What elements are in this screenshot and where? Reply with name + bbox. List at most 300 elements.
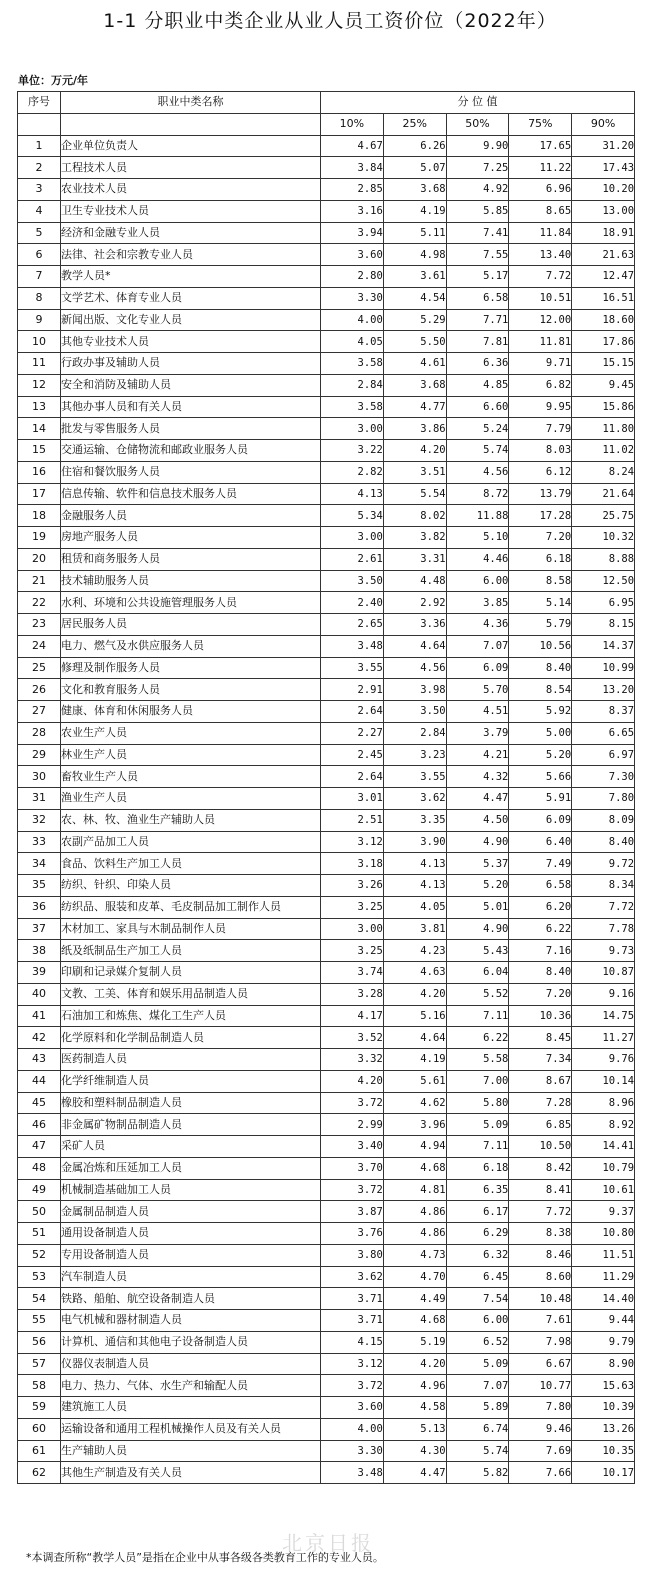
value-p10: 3.58	[321, 353, 384, 375]
occupation-name: 其他专业技术人员	[61, 331, 321, 353]
value-p75: 7.61	[509, 1310, 572, 1332]
header-p25: 25%	[383, 113, 446, 135]
value-p10: 3.74	[321, 962, 384, 984]
occupation-name: 企业单位负责人	[61, 135, 321, 157]
value-p75: 7.66	[509, 1462, 572, 1484]
value-p90: 10.32	[572, 527, 635, 549]
occupation-name: 印刷和记录媒介复制人员	[61, 962, 321, 984]
row-number: 55	[18, 1310, 61, 1332]
value-p10: 3.01	[321, 788, 384, 810]
occupation-name: 水利、环境和公共设施管理服务人员	[61, 592, 321, 614]
value-p25: 4.81	[383, 1179, 446, 1201]
value-p50: 5.70	[446, 679, 509, 701]
table-row	[18, 287, 635, 309]
occupation-name: 金属冶炼和压延加工人员	[61, 1157, 321, 1179]
row-number: 27	[18, 701, 61, 723]
value-p50: 5.43	[446, 940, 509, 962]
value-p90: 10.14	[572, 1070, 635, 1092]
value-p10: 2.45	[321, 744, 384, 766]
row-number: 61	[18, 1440, 61, 1462]
value-p90: 8.88	[572, 548, 635, 570]
value-p75: 10.50	[509, 1136, 572, 1158]
value-p10: 3.70	[321, 1157, 384, 1179]
table-row	[18, 353, 635, 375]
row-number: 4	[18, 200, 61, 222]
table-row	[18, 1397, 635, 1419]
row-number: 56	[18, 1331, 61, 1353]
value-p75: 8.40	[509, 962, 572, 984]
row-number: 53	[18, 1266, 61, 1288]
value-p25: 3.81	[383, 918, 446, 940]
value-p75: 5.00	[509, 722, 572, 744]
occupation-name: 交通运输、仓储物流和邮政业服务人员	[61, 440, 321, 462]
value-p10: 4.13	[321, 483, 384, 505]
table-row	[18, 592, 635, 614]
value-p25: 5.54	[383, 483, 446, 505]
value-p50: 6.32	[446, 1244, 509, 1266]
value-p75: 8.41	[509, 1179, 572, 1201]
subheader-row	[18, 113, 635, 135]
value-p10: 3.30	[321, 287, 384, 309]
value-p50: 5.74	[446, 1440, 509, 1462]
value-p50: 5.89	[446, 1397, 509, 1419]
value-p50: 6.52	[446, 1331, 509, 1353]
value-p75: 8.42	[509, 1157, 572, 1179]
value-p25: 8.02	[383, 505, 446, 527]
value-p90: 8.96	[572, 1092, 635, 1114]
value-p50: 4.56	[446, 461, 509, 483]
value-p50: 7.11	[446, 1136, 509, 1158]
value-p50: 11.88	[446, 505, 509, 527]
value-p50: 5.09	[446, 1353, 509, 1375]
value-p90: 14.37	[572, 635, 635, 657]
row-number: 34	[18, 853, 61, 875]
value-p75: 10.51	[509, 287, 572, 309]
value-p10: 4.05	[321, 331, 384, 353]
row-number: 32	[18, 809, 61, 831]
row-number: 14	[18, 418, 61, 440]
value-p90: 7.78	[572, 918, 635, 940]
table-row	[18, 1005, 635, 1027]
value-p50: 4.90	[446, 918, 509, 940]
value-p50: 6.22	[446, 1027, 509, 1049]
value-p90: 8.09	[572, 809, 635, 831]
value-p25: 5.07	[383, 157, 446, 179]
value-p90: 6.95	[572, 592, 635, 614]
value-p75: 8.65	[509, 200, 572, 222]
value-p50: 6.04	[446, 962, 509, 984]
table-row	[18, 483, 635, 505]
occupation-name: 电力、燃气及水供应服务人员	[61, 635, 321, 657]
value-p50: 6.45	[446, 1266, 509, 1288]
row-number: 29	[18, 744, 61, 766]
value-p10: 3.58	[321, 396, 384, 418]
value-p90: 10.61	[572, 1179, 635, 1201]
value-p10: 3.84	[321, 157, 384, 179]
value-p10: 3.00	[321, 418, 384, 440]
row-number: 2	[18, 157, 61, 179]
table-row	[18, 396, 635, 418]
table-row	[18, 527, 635, 549]
value-p25: 3.55	[383, 766, 446, 788]
value-p75: 8.58	[509, 570, 572, 592]
value-p50: 5.52	[446, 983, 509, 1005]
value-p90: 9.45	[572, 374, 635, 396]
value-p10: 3.76	[321, 1223, 384, 1245]
value-p90: 13.26	[572, 1418, 635, 1440]
value-p75: 8.03	[509, 440, 572, 462]
value-p90: 14.40	[572, 1288, 635, 1310]
value-p90: 7.72	[572, 896, 635, 918]
row-number: 1	[18, 135, 61, 157]
value-p50: 6.29	[446, 1223, 509, 1245]
occupation-name: 新闻出版、文化专业人员	[61, 309, 321, 331]
row-number: 48	[18, 1157, 61, 1179]
value-p10: 2.40	[321, 592, 384, 614]
value-p10: 3.12	[321, 831, 384, 853]
value-p90: 14.75	[572, 1005, 635, 1027]
value-p50: 5.74	[446, 440, 509, 462]
occupation-name: 纺织品、服装和皮革、毛皮制品加工制作人员	[61, 896, 321, 918]
occupation-name: 专用设备制造人员	[61, 1244, 321, 1266]
value-p90: 11.02	[572, 440, 635, 462]
table-row	[18, 1266, 635, 1288]
occupation-name: 房地产服务人员	[61, 527, 321, 549]
value-p25: 5.29	[383, 309, 446, 331]
value-p25: 5.11	[383, 222, 446, 244]
footnote: *本调查所称“教学人员”是指在企业中从事各级各类教育工作的专业人员。	[26, 1551, 384, 1564]
value-p75: 5.91	[509, 788, 572, 810]
value-p90: 18.60	[572, 309, 635, 331]
value-p10: 3.12	[321, 1353, 384, 1375]
value-p90: 25.75	[572, 505, 635, 527]
occupation-name: 电力、热力、气体、水生产和输配人员	[61, 1375, 321, 1397]
header-percentile-group: 分 位 值	[321, 92, 635, 114]
value-p10: 3.55	[321, 657, 384, 679]
row-number: 10	[18, 331, 61, 353]
table-row	[18, 244, 635, 266]
table-row	[18, 1070, 635, 1092]
value-p75: 7.79	[509, 418, 572, 440]
occupation-name: 生产辅助人员	[61, 1440, 321, 1462]
value-p90: 13.20	[572, 679, 635, 701]
occupation-name: 农、林、牧、渔业生产辅助人员	[61, 809, 321, 831]
value-p50: 5.58	[446, 1049, 509, 1071]
value-p50: 5.10	[446, 527, 509, 549]
occupation-name: 化学原料和化学制品制造人员	[61, 1027, 321, 1049]
value-p50: 4.47	[446, 788, 509, 810]
value-p10: 4.00	[321, 1418, 384, 1440]
value-p50: 7.25	[446, 157, 509, 179]
value-p75: 12.00	[509, 309, 572, 331]
table-row	[18, 157, 635, 179]
value-p25: 4.64	[383, 1027, 446, 1049]
table-row	[18, 179, 635, 201]
value-p25: 4.77	[383, 396, 446, 418]
value-p90: 7.30	[572, 766, 635, 788]
value-p10: 3.00	[321, 918, 384, 940]
row-number: 58	[18, 1375, 61, 1397]
occupation-name: 居民服务人员	[61, 614, 321, 636]
value-p75: 7.20	[509, 983, 572, 1005]
value-p90: 8.40	[572, 831, 635, 853]
value-p10: 3.48	[321, 1462, 384, 1484]
value-p50: 6.36	[446, 353, 509, 375]
value-p90: 15.63	[572, 1375, 635, 1397]
value-p90: 12.47	[572, 266, 635, 288]
value-p10: 3.94	[321, 222, 384, 244]
value-p50: 4.51	[446, 701, 509, 723]
value-p25: 4.86	[383, 1201, 446, 1223]
row-number: 41	[18, 1005, 61, 1027]
row-number: 42	[18, 1027, 61, 1049]
value-p50: 5.37	[446, 853, 509, 875]
value-p90: 9.76	[572, 1049, 635, 1071]
value-p90: 10.20	[572, 179, 635, 201]
row-number: 9	[18, 309, 61, 331]
value-p50: 4.85	[446, 374, 509, 396]
value-p50: 7.07	[446, 635, 509, 657]
occupation-name: 金属制品制造人员	[61, 1201, 321, 1223]
value-p75: 9.95	[509, 396, 572, 418]
value-p75: 6.09	[509, 809, 572, 831]
occupation-name: 行政办事及辅助人员	[61, 353, 321, 375]
value-p50: 5.17	[446, 266, 509, 288]
value-p50: 4.32	[446, 766, 509, 788]
value-p50: 7.54	[446, 1288, 509, 1310]
value-p25: 4.70	[383, 1266, 446, 1288]
value-p25: 4.98	[383, 244, 446, 266]
value-p25: 4.56	[383, 657, 446, 679]
table-row	[18, 1462, 635, 1484]
value-p75: 7.72	[509, 266, 572, 288]
table-row	[18, 614, 635, 636]
occupation-name: 金融服务人员	[61, 505, 321, 527]
row-number: 26	[18, 679, 61, 701]
value-p50: 5.20	[446, 875, 509, 897]
value-p75: 6.40	[509, 831, 572, 853]
table-row	[18, 222, 635, 244]
value-p90: 9.79	[572, 1331, 635, 1353]
occupation-name: 工程技术人员	[61, 157, 321, 179]
occupation-name: 其他生产制造及有关人员	[61, 1462, 321, 1484]
table-row	[18, 918, 635, 940]
occupation-name: 电气机械和器材制造人员	[61, 1310, 321, 1332]
table-row	[18, 1440, 635, 1462]
value-p90: 15.15	[572, 353, 635, 375]
table-row	[18, 200, 635, 222]
row-number: 15	[18, 440, 61, 462]
occupation-name: 医药制造人员	[61, 1049, 321, 1071]
value-p25: 4.30	[383, 1440, 446, 1462]
table-row	[18, 1244, 635, 1266]
value-p90: 9.16	[572, 983, 635, 1005]
value-p75: 10.56	[509, 635, 572, 657]
value-p25: 4.49	[383, 1288, 446, 1310]
value-p75: 5.79	[509, 614, 572, 636]
value-p90: 17.43	[572, 157, 635, 179]
value-p50: 5.01	[446, 896, 509, 918]
value-p10: 2.51	[321, 809, 384, 831]
header-p10: 10%	[321, 113, 384, 135]
value-p90: 21.63	[572, 244, 635, 266]
value-p10: 2.82	[321, 461, 384, 483]
value-p75: 7.72	[509, 1201, 572, 1223]
value-p50: 6.17	[446, 1201, 509, 1223]
value-p75: 7.98	[509, 1331, 572, 1353]
header-p75: 75%	[509, 113, 572, 135]
row-number: 47	[18, 1136, 61, 1158]
value-p50: 3.79	[446, 722, 509, 744]
value-p75: 10.48	[509, 1288, 572, 1310]
occupation-name: 修理及制作服务人员	[61, 657, 321, 679]
table-row	[18, 831, 635, 853]
value-p25: 3.50	[383, 701, 446, 723]
value-p25: 4.73	[383, 1244, 446, 1266]
value-p25: 5.16	[383, 1005, 446, 1027]
value-p75: 9.46	[509, 1418, 572, 1440]
value-p90: 15.86	[572, 396, 635, 418]
value-p10: 2.85	[321, 179, 384, 201]
row-number: 6	[18, 244, 61, 266]
value-p75: 6.18	[509, 548, 572, 570]
value-p75: 13.40	[509, 244, 572, 266]
value-p25: 3.36	[383, 614, 446, 636]
row-number: 11	[18, 353, 61, 375]
table-row	[18, 1157, 635, 1179]
value-p50: 7.41	[446, 222, 509, 244]
table-row	[18, 1375, 635, 1397]
value-p10: 3.72	[321, 1092, 384, 1114]
value-p90: 14.41	[572, 1136, 635, 1158]
value-p75: 10.77	[509, 1375, 572, 1397]
subheader-blank-name	[61, 113, 321, 135]
row-number: 23	[18, 614, 61, 636]
value-p25: 3.51	[383, 461, 446, 483]
value-p25: 5.61	[383, 1070, 446, 1092]
row-number: 49	[18, 1179, 61, 1201]
table-row	[18, 722, 635, 744]
value-p10: 3.16	[321, 200, 384, 222]
value-p10: 3.72	[321, 1375, 384, 1397]
table-row	[18, 135, 635, 157]
value-p25: 3.68	[383, 179, 446, 201]
value-p10: 3.28	[321, 983, 384, 1005]
value-p10: 3.32	[321, 1049, 384, 1071]
value-p25: 4.61	[383, 353, 446, 375]
row-number: 46	[18, 1114, 61, 1136]
occupation-name: 通用设备制造人员	[61, 1223, 321, 1245]
value-p25: 4.58	[383, 1397, 446, 1419]
value-p90: 11.51	[572, 1244, 635, 1266]
row-number: 50	[18, 1201, 61, 1223]
value-p50: 6.74	[446, 1418, 509, 1440]
value-p75: 8.38	[509, 1223, 572, 1245]
occupation-name: 文学艺术、体育专业人员	[61, 287, 321, 309]
table-row	[18, 896, 635, 918]
value-p75: 7.49	[509, 853, 572, 875]
value-p25: 3.82	[383, 527, 446, 549]
row-number: 51	[18, 1223, 61, 1245]
value-p50: 5.24	[446, 418, 509, 440]
value-p90: 11.27	[572, 1027, 635, 1049]
value-p50: 4.92	[446, 179, 509, 201]
value-p10: 4.00	[321, 309, 384, 331]
value-p10: 3.48	[321, 635, 384, 657]
value-p25: 4.19	[383, 200, 446, 222]
value-p25: 3.68	[383, 374, 446, 396]
value-p25: 4.13	[383, 875, 446, 897]
occupation-name: 采矿人员	[61, 1136, 321, 1158]
value-p75: 5.14	[509, 592, 572, 614]
table-row	[18, 266, 635, 288]
value-p75: 7.28	[509, 1092, 572, 1114]
value-p75: 17.28	[509, 505, 572, 527]
value-p25: 4.68	[383, 1310, 446, 1332]
table-row	[18, 983, 635, 1005]
value-p25: 3.96	[383, 1114, 446, 1136]
value-p25: 4.64	[383, 635, 446, 657]
table-row	[18, 1136, 635, 1158]
value-p25: 3.35	[383, 809, 446, 831]
table-row	[18, 374, 635, 396]
occupation-name: 农业生产人员	[61, 722, 321, 744]
value-p75: 9.71	[509, 353, 572, 375]
row-number: 60	[18, 1418, 61, 1440]
row-number: 57	[18, 1353, 61, 1375]
occupation-name: 农业技术人员	[61, 179, 321, 201]
value-p25: 5.13	[383, 1418, 446, 1440]
occupation-name: 法律、社会和宗教专业人员	[61, 244, 321, 266]
table-row	[18, 962, 635, 984]
table-row	[18, 809, 635, 831]
occupation-name: 食品、饮料生产加工人员	[61, 853, 321, 875]
occupation-name: 租赁和商务服务人员	[61, 548, 321, 570]
table-row	[18, 940, 635, 962]
occupation-name: 经济和金融专业人员	[61, 222, 321, 244]
value-p10: 3.80	[321, 1244, 384, 1266]
table-row	[18, 1331, 635, 1353]
value-p75: 11.84	[509, 222, 572, 244]
value-p75: 8.45	[509, 1027, 572, 1049]
table-row	[18, 657, 635, 679]
value-p90: 7.80	[572, 788, 635, 810]
table-row	[18, 418, 635, 440]
occupation-name: 其他办事人员和有关人员	[61, 396, 321, 418]
value-p90: 16.51	[572, 287, 635, 309]
value-p25: 4.19	[383, 1049, 446, 1071]
value-p10: 3.60	[321, 1397, 384, 1419]
value-p50: 5.09	[446, 1114, 509, 1136]
table-row	[18, 461, 635, 483]
value-p50: 7.11	[446, 1005, 509, 1027]
value-p50: 4.90	[446, 831, 509, 853]
value-p25: 3.31	[383, 548, 446, 570]
occupation-name: 畜牧业生产人员	[61, 766, 321, 788]
row-number: 40	[18, 983, 61, 1005]
value-p10: 3.50	[321, 570, 384, 592]
table-row	[18, 309, 635, 331]
row-number: 54	[18, 1288, 61, 1310]
row-number: 62	[18, 1462, 61, 1484]
value-p90: 10.80	[572, 1223, 635, 1245]
value-p10: 3.22	[321, 440, 384, 462]
value-p50: 7.81	[446, 331, 509, 353]
value-p10: 5.34	[321, 505, 384, 527]
value-p90: 10.79	[572, 1157, 635, 1179]
occupation-name: 石油加工和炼焦、煤化工生产人员	[61, 1005, 321, 1027]
row-number: 16	[18, 461, 61, 483]
